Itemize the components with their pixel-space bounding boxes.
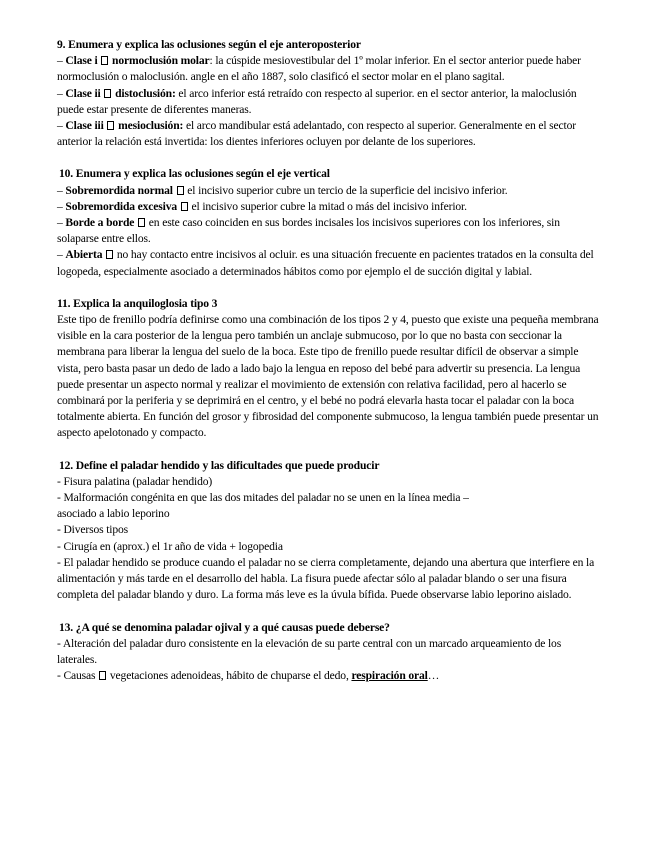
heading-q12: 12. Define el paladar hendido y las dificultades que puede producir: [59, 458, 380, 472]
q10-item-sobremordida-normal: – Sobremordida normal el incisivo superior cubre un tercio de la superficie del incisivo inferior.: [57, 183, 508, 197]
q13-line-2: - Causas vegetaciones adenoideas, hábito de chuparse el dedo, respiración oral…: [57, 669, 440, 683]
q12-line: - Diversos tipos: [57, 523, 129, 537]
missing-glyph-icon: [138, 218, 145, 227]
q10-item-abierta: – Abierta no hay contacto entre incisivos al ocluir. es una situación frecuente en pacientes tratados en la consulta del logopeda, especialmente asociado a determinados hábitos como por ejemplo el de succión digital y labial.: [57, 248, 594, 278]
q11-body: Este tipo de frenillo podría definirse como una combinación de los tipos 2 y 4, puesto que existe una pequeña membrana visible en la cara posterior de la lengua pero también un anclaje submucoso, por lo que no basta con seccionar la membrana para liberar la lengua del suelo de la boca. Este tipo de frenillo puede resultar difícil de observar a simple vista, pero basta pasar un dedo de lado a lado bajo la lengua en reposo del bebé para advertir su presencia. La lengua puede presentar un aspecto normal y realizar el movimiento de extensión con relativa facilidad, pero al hacerlo se combinará por la periferia y se deprimirá en el centro, y el bebé no podrá elevarla hasta tocar el paladar con la boca totalmente abierta. En función del grosor y fibrosidad del componente submucoso, la lengua también puede presentar un aspecto apelotonado y compacto.: [57, 313, 599, 440]
document-page: [57, 37, 602, 684]
q10-item-borde-a-borde: – Borde a borde en este caso coinciden en sus bordes incisales los incisivos superiores con los inferiores, sin solaparse entre ellos.: [57, 216, 560, 246]
q13-line-1: - Alteración del paladar duro consistente en la elevación de su parte central con un marcado arqueamiento de los laterales.: [57, 636, 562, 666]
section-q9: [57, 37, 602, 150]
q12-line: - Cirugía en (aprox.) el 1r año de vida + logopedia: [57, 539, 283, 553]
heading-q11: 11. Explica la anquiloglosia tipo 3: [57, 296, 218, 310]
missing-glyph-icon: [99, 671, 106, 680]
q9-item-clase-iii: – Clase iii mesioclusión: el arco mandibular está adelantado, con respecto al superior. Generalmente en el sector anterior la relación está invertida: los dientes inferiores ocluyen por delante de los superiores.: [57, 119, 576, 149]
section-q13: [57, 620, 602, 685]
heading-q13: 13. ¿A qué se denomina paladar ojival y a qué causas puede deberse?: [59, 620, 390, 634]
missing-glyph-icon: [106, 250, 113, 259]
respiracion-oral-emphasis: respiración oral: [351, 669, 428, 683]
q12-line: asociado a labio leporino: [57, 507, 170, 521]
heading-q9: 9. Enumera y explica las oclusiones según el eje anteroposterior: [57, 38, 361, 51]
section-q12: [57, 458, 602, 604]
q10-item-sobremordida-excesiva: – Sobremordida excesiva el incisivo superior cubre la mitad o más del incisivo inferior.: [57, 199, 467, 213]
missing-glyph-icon: [107, 121, 114, 130]
missing-glyph-icon: [181, 202, 188, 211]
section-q10: [57, 166, 602, 279]
q12-line: - Fisura palatina (paladar hendido): [57, 474, 213, 488]
missing-glyph-icon: [104, 89, 111, 98]
section-q11: [57, 296, 602, 442]
q12-line: - Malformación congénita en que las dos mitades del paladar no se unen en la línea media –: [57, 491, 469, 505]
missing-glyph-icon: [177, 186, 184, 195]
q9-item-clase-i: – Clase i normoclusión molar: la cúspide mesiovestibular del 1º molar inferior. En el sector anterior puede haber normoclusión o maloclusión. angle en el año 1887, solo clasificó el sector molar en el plano sagital.: [57, 54, 581, 84]
heading-q10: 10. Enumera y explica las oclusiones según el eje vertical: [59, 167, 330, 181]
q12-line: - El paladar hendido se produce cuando el paladar no se cierra completamente, dejando una abertura que interfiere en la alimentación y más tarde en el desarrollo del habla. La fisura puede afectar sólo al paladar blando o ser una fisura completa del paladar blando y duro. La forma más leve es la úvula bífida. Puede observarse labio leporino aislado.: [57, 555, 595, 602]
q9-item-clase-ii: – Clase ii distoclusión: el arco inferior está retraído con respecto al superior. en el sector anterior, la maloclusión puede estar presente de diferentes maneras.: [57, 86, 577, 116]
missing-glyph-icon: [101, 56, 108, 65]
